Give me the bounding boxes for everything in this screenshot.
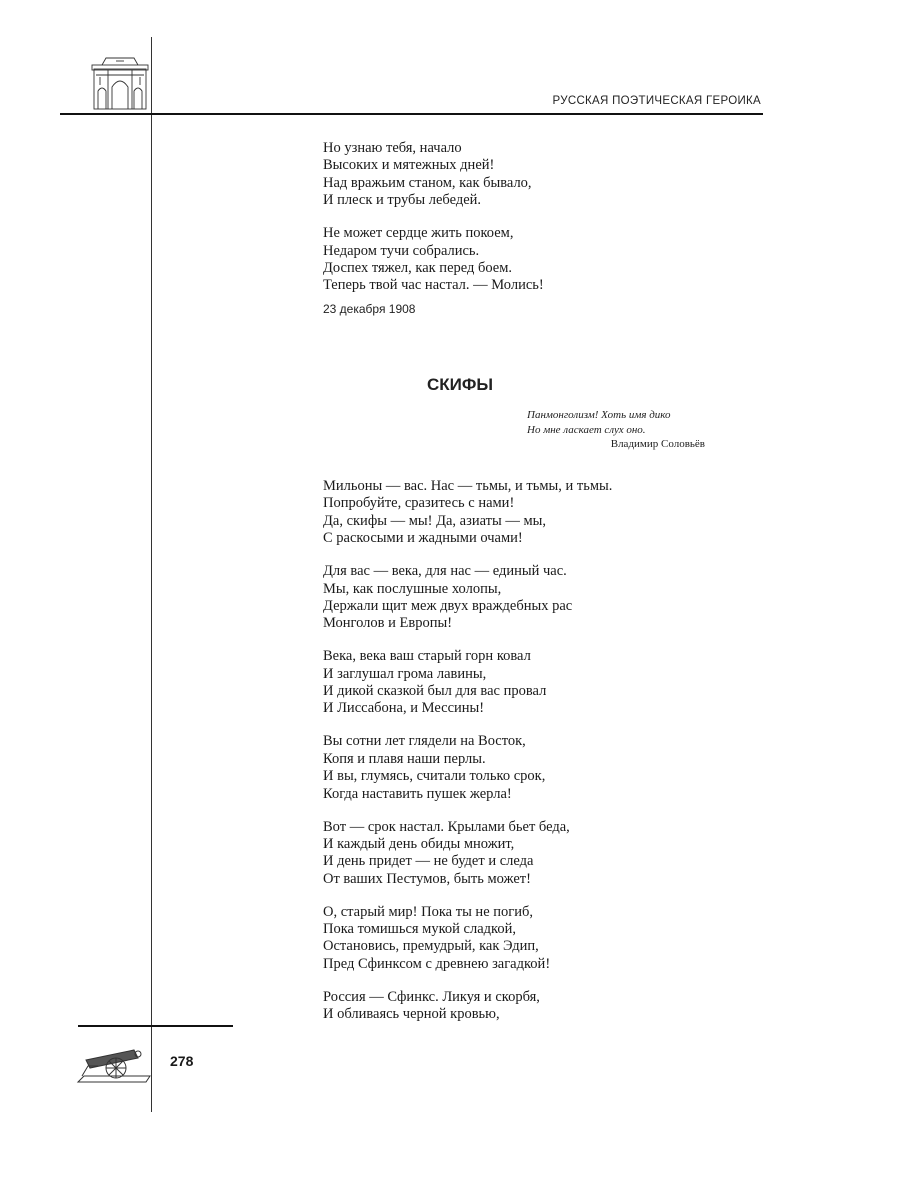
stanza	[323, 225, 544, 295]
footer-rule	[78, 1025, 233, 1027]
header-rule	[60, 113, 763, 115]
verse-line: Вы сотни лет глядели на Восток,	[323, 733, 526, 750]
verse-line: И каждый день обиды множит,	[323, 835, 515, 852]
poem-body	[323, 478, 612, 1039]
verse-line: И дикой сказкой был для вас провал	[323, 683, 547, 700]
verse-line: Недаром тучи собрались.	[323, 242, 480, 259]
verse-line: Пред Сфинксом с древнею загадкой!	[323, 955, 551, 972]
margin-rule-vertical	[151, 37, 152, 1112]
verse-line: Мы, как послушные холопы,	[323, 580, 502, 597]
verse-line: Но узнаю тебя, начало	[323, 140, 462, 156]
verse-line: И плеск и трубы лебедей.	[323, 192, 482, 209]
verse-line: Над вражьим станом, как бывало,	[323, 174, 532, 191]
epigraph-line: Но мне ласкает слух оно.	[527, 423, 646, 436]
verse-line: Попробуйте, сразитесь с нами!	[323, 495, 515, 512]
verse-line: Россия — Сфинкс. Ликуя и скорбя,	[323, 988, 540, 1005]
verse-line: Пока томишься мукой сладкой,	[323, 921, 516, 938]
verse-line: И заглушал грома лавины,	[323, 665, 487, 682]
verse-line: Для вас — века, для нас — единый час.	[323, 563, 567, 580]
epigraph-author: Владимир Соловьёв	[610, 438, 705, 450]
verse-line: От ваших Пестумов, быть может!	[323, 870, 531, 887]
verse-line: Когда наставить пушек жерла!	[323, 785, 512, 802]
verse-line: Мильоны — вас. Нас — тьмы, и тьмы, и тьмы.	[323, 478, 613, 494]
poem-date: 23 декабря 1908	[323, 302, 416, 316]
verse-line: Копя и плавя наши перлы.	[323, 750, 486, 767]
stanza	[323, 989, 612, 1024]
poem-title: СКИФЫ	[426, 375, 494, 394]
verse-line: С раскосыми и жадными очами!	[323, 530, 523, 547]
verse-line: Теперь твой час настал. — Молись!	[323, 277, 544, 294]
stanza	[323, 478, 612, 548]
stanza	[323, 904, 612, 974]
verse-line: Высоких и мятежных дней!	[323, 157, 495, 174]
epigraph	[527, 408, 705, 452]
epigraph-line: Панмонголизм! Хоть имя дико	[527, 409, 671, 421]
stanza	[323, 819, 612, 889]
verse-line: И вы, глумясь, считали только срок,	[323, 768, 546, 785]
verse-line: Века, века ваш старый горн ковал	[323, 648, 531, 665]
verse-line: Вот — срок настал. Крылами бьет беда,	[323, 818, 570, 835]
verse-line: Остановись, премудрый, как Эдип,	[323, 938, 539, 955]
verse-line: Не может сердце жить покоем,	[323, 225, 514, 242]
previous-poem-ending	[323, 140, 544, 310]
triumphal-arch-icon	[88, 55, 154, 111]
verse-line: Держали щит меж двух враждебных рас	[323, 597, 573, 614]
verse-line: Монголов и Европы!	[323, 615, 453, 632]
stanza	[323, 563, 612, 633]
cannon-icon	[76, 1036, 154, 1086]
verse-line: Да, скифы — мы! Да, азиаты — мы,	[323, 512, 547, 529]
stanza	[323, 733, 612, 803]
verse-line: И обливаясь черной кровью,	[323, 1006, 500, 1023]
verse-line: Доспех тяжел, как перед боем.	[323, 259, 513, 276]
stanza	[323, 648, 612, 718]
verse-line: И Лиссабона, и Мессины!	[323, 700, 485, 717]
verse-line: И день придет — не будет и следа	[323, 853, 534, 870]
running-head: РУССКАЯ ПОЭТИЧЕСКАЯ ГЕРОИКА	[552, 95, 761, 107]
stanza	[323, 140, 544, 210]
page-number: 278	[170, 1053, 194, 1069]
verse-line: О, старый мир! Пока ты не погиб,	[323, 903, 533, 920]
